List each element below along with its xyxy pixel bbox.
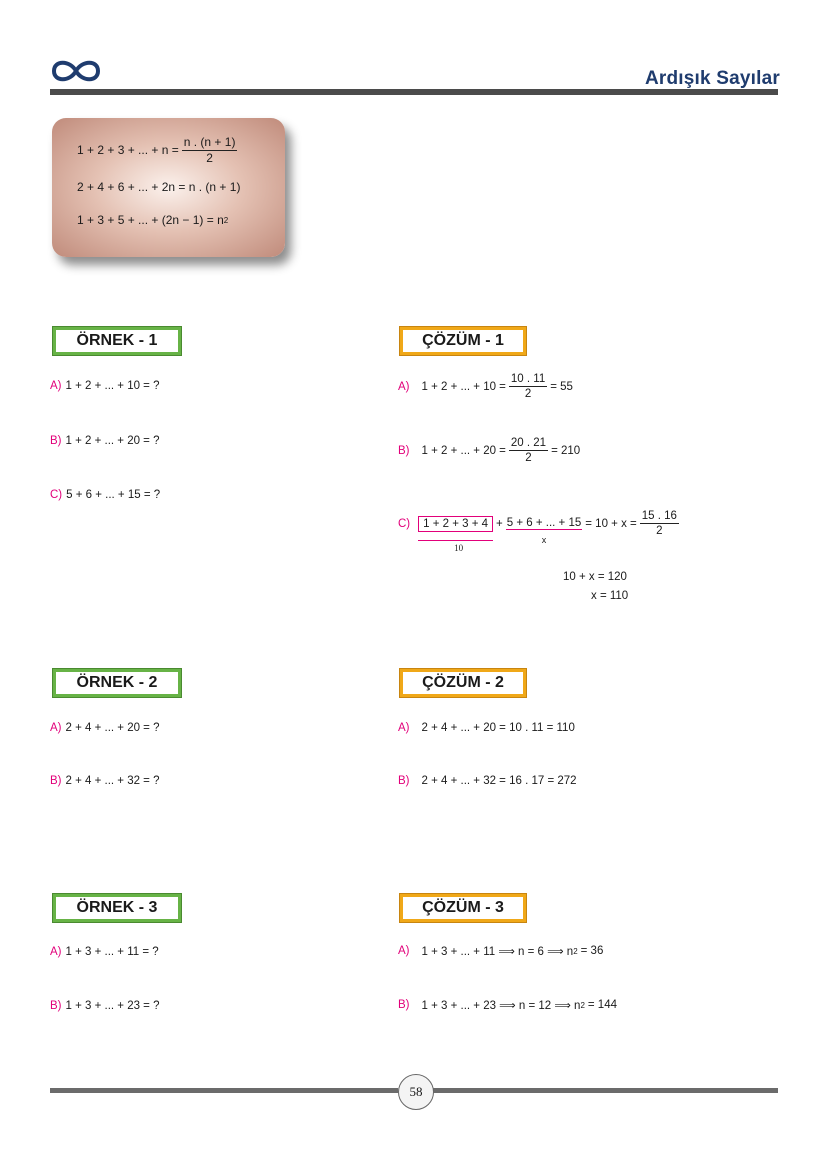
example-1-c	[50, 489, 160, 501]
fraction-denominator: 2	[206, 150, 213, 165]
item-label: A)	[50, 380, 62, 392]
item-text: 1 + 2 + ... + 10 = ?	[65, 380, 160, 392]
item-text: 1 + 3 + ... + 23 ⟹ n = 12 ⟹ n	[421, 1000, 581, 1012]
exponent: 2	[223, 215, 229, 225]
example-2-b	[50, 775, 160, 787]
plus-sign: +	[496, 517, 503, 530]
equation-lhs: 1 + 2 + ... + 10 =	[421, 380, 506, 393]
solution-2-b	[398, 775, 577, 787]
item-result: = 36	[580, 945, 604, 957]
item-result: = 144	[587, 999, 617, 1011]
footer-divider-left	[50, 1088, 398, 1093]
equation-middle: = 10 + x =	[585, 517, 637, 530]
example-1-badge: ÖRNEK - 1	[53, 327, 181, 355]
underlined-sum-variable: x	[541, 535, 547, 546]
fraction-numerator: 10 . 11	[509, 373, 547, 387]
item-label: C)	[50, 489, 63, 501]
item-text: 1 + 2 + ... + 20 = ?	[65, 435, 160, 447]
exponent: 2	[580, 1000, 585, 1010]
item-label: A)	[50, 722, 62, 734]
item-label: A)	[398, 945, 410, 957]
formula-box	[52, 118, 285, 257]
fraction-numerator: n . (n + 1)	[183, 135, 236, 149]
item-text: 1 + 3 + ... + 11 ⟹ n = 6 ⟹ n	[421, 946, 574, 958]
formula-fraction	[182, 136, 238, 164]
item-label: B)	[50, 775, 62, 787]
boxed-sum-value: 10	[454, 542, 464, 553]
fraction-numerator: 20 . 21	[509, 437, 548, 451]
boxed-group	[418, 516, 493, 553]
fraction-numerator: 15 . 16	[640, 510, 679, 524]
solution-1-a	[398, 373, 573, 400]
item-label: B)	[398, 444, 410, 457]
equation-fraction	[509, 437, 548, 464]
item-text: 2 + 4 + ... + 32 = ?	[65, 775, 160, 787]
formula-sum-evens	[77, 180, 240, 194]
item-text: 5 + 6 + ... + 15 = ?	[66, 489, 161, 501]
item-label: B)	[50, 1000, 62, 1012]
item-label: C)	[398, 517, 411, 530]
item-label: A)	[50, 946, 62, 958]
underlined-group	[506, 517, 583, 546]
solution-2-a	[398, 722, 575, 734]
equation-rhs: = 55	[550, 380, 573, 393]
solution-1-b	[398, 437, 580, 464]
formula-text: 1 + 3 + 5 + ... + (2n − 1) = n	[77, 213, 224, 227]
chapter-title: Ardışık Sayılar	[644, 68, 780, 89]
example-2-badge: ÖRNEK - 2	[53, 669, 181, 697]
solution-1-c-step2: 10 + x = 120	[563, 571, 627, 583]
example-3-a	[50, 946, 159, 958]
fraction-denominator: 2	[656, 525, 663, 538]
formula-lhs: 1 + 2 + 3 + ... + n =	[77, 143, 179, 158]
solution-2-badge: ÇÖZÜM - 2	[400, 669, 526, 697]
page-number: 58	[398, 1074, 434, 1110]
item-label: A)	[398, 380, 410, 393]
formula-text: 2 + 4 + 6 + ... + 2n = n . (n + 1)	[77, 180, 241, 194]
example-1-a	[50, 380, 160, 392]
example-1-b	[50, 435, 160, 447]
example-3-b	[50, 1000, 160, 1012]
infinity-icon	[50, 56, 102, 86]
item-text: 2 + 4 + ... + 20 = 10 . 11 = 110	[421, 722, 575, 734]
boxed-underline	[418, 540, 493, 541]
formula-sum-odds	[77, 213, 228, 227]
solution-3-a	[398, 944, 603, 958]
item-label: B)	[398, 775, 410, 787]
item-label: B)	[398, 999, 410, 1011]
item-label: A)	[398, 722, 410, 734]
item-label: B)	[50, 435, 62, 447]
formula-sum-naturals	[77, 136, 240, 164]
example-3-badge: ÖRNEK - 3	[53, 894, 181, 922]
solution-1-badge: ÇÖZÜM - 1	[400, 327, 526, 355]
boxed-sum: 1 + 2 + 3 + 4	[418, 516, 493, 532]
exponent: 2	[573, 946, 578, 956]
underlined-sum: 5 + 6 + ... + 15	[506, 517, 582, 530]
fraction-denominator: 2	[524, 388, 532, 401]
solution-3-badge: ÇÖZÜM - 3	[400, 894, 526, 922]
item-text: 1 + 3 + ... + 23 = ?	[65, 1000, 160, 1012]
equation-fraction	[509, 373, 547, 400]
equation-fraction	[640, 510, 679, 537]
item-text: 1 + 3 + ... + 11 = ?	[65, 946, 159, 958]
footer-divider-right	[432, 1088, 778, 1093]
fraction-denominator: 2	[525, 452, 532, 465]
item-text: 2 + 4 + ... + 20 = ?	[65, 722, 160, 734]
item-text: 2 + 4 + ... + 32 = 16 . 17 = 272	[421, 775, 577, 787]
solution-3-b	[398, 998, 617, 1012]
example-2-a	[50, 722, 160, 734]
equation-rhs: = 210	[551, 444, 581, 457]
equation-lhs: 1 + 2 + ... + 20 =	[421, 444, 506, 457]
solution-1-c-step3: x = 110	[591, 590, 629, 602]
header-divider	[50, 89, 778, 95]
solution-1-c	[398, 510, 682, 553]
